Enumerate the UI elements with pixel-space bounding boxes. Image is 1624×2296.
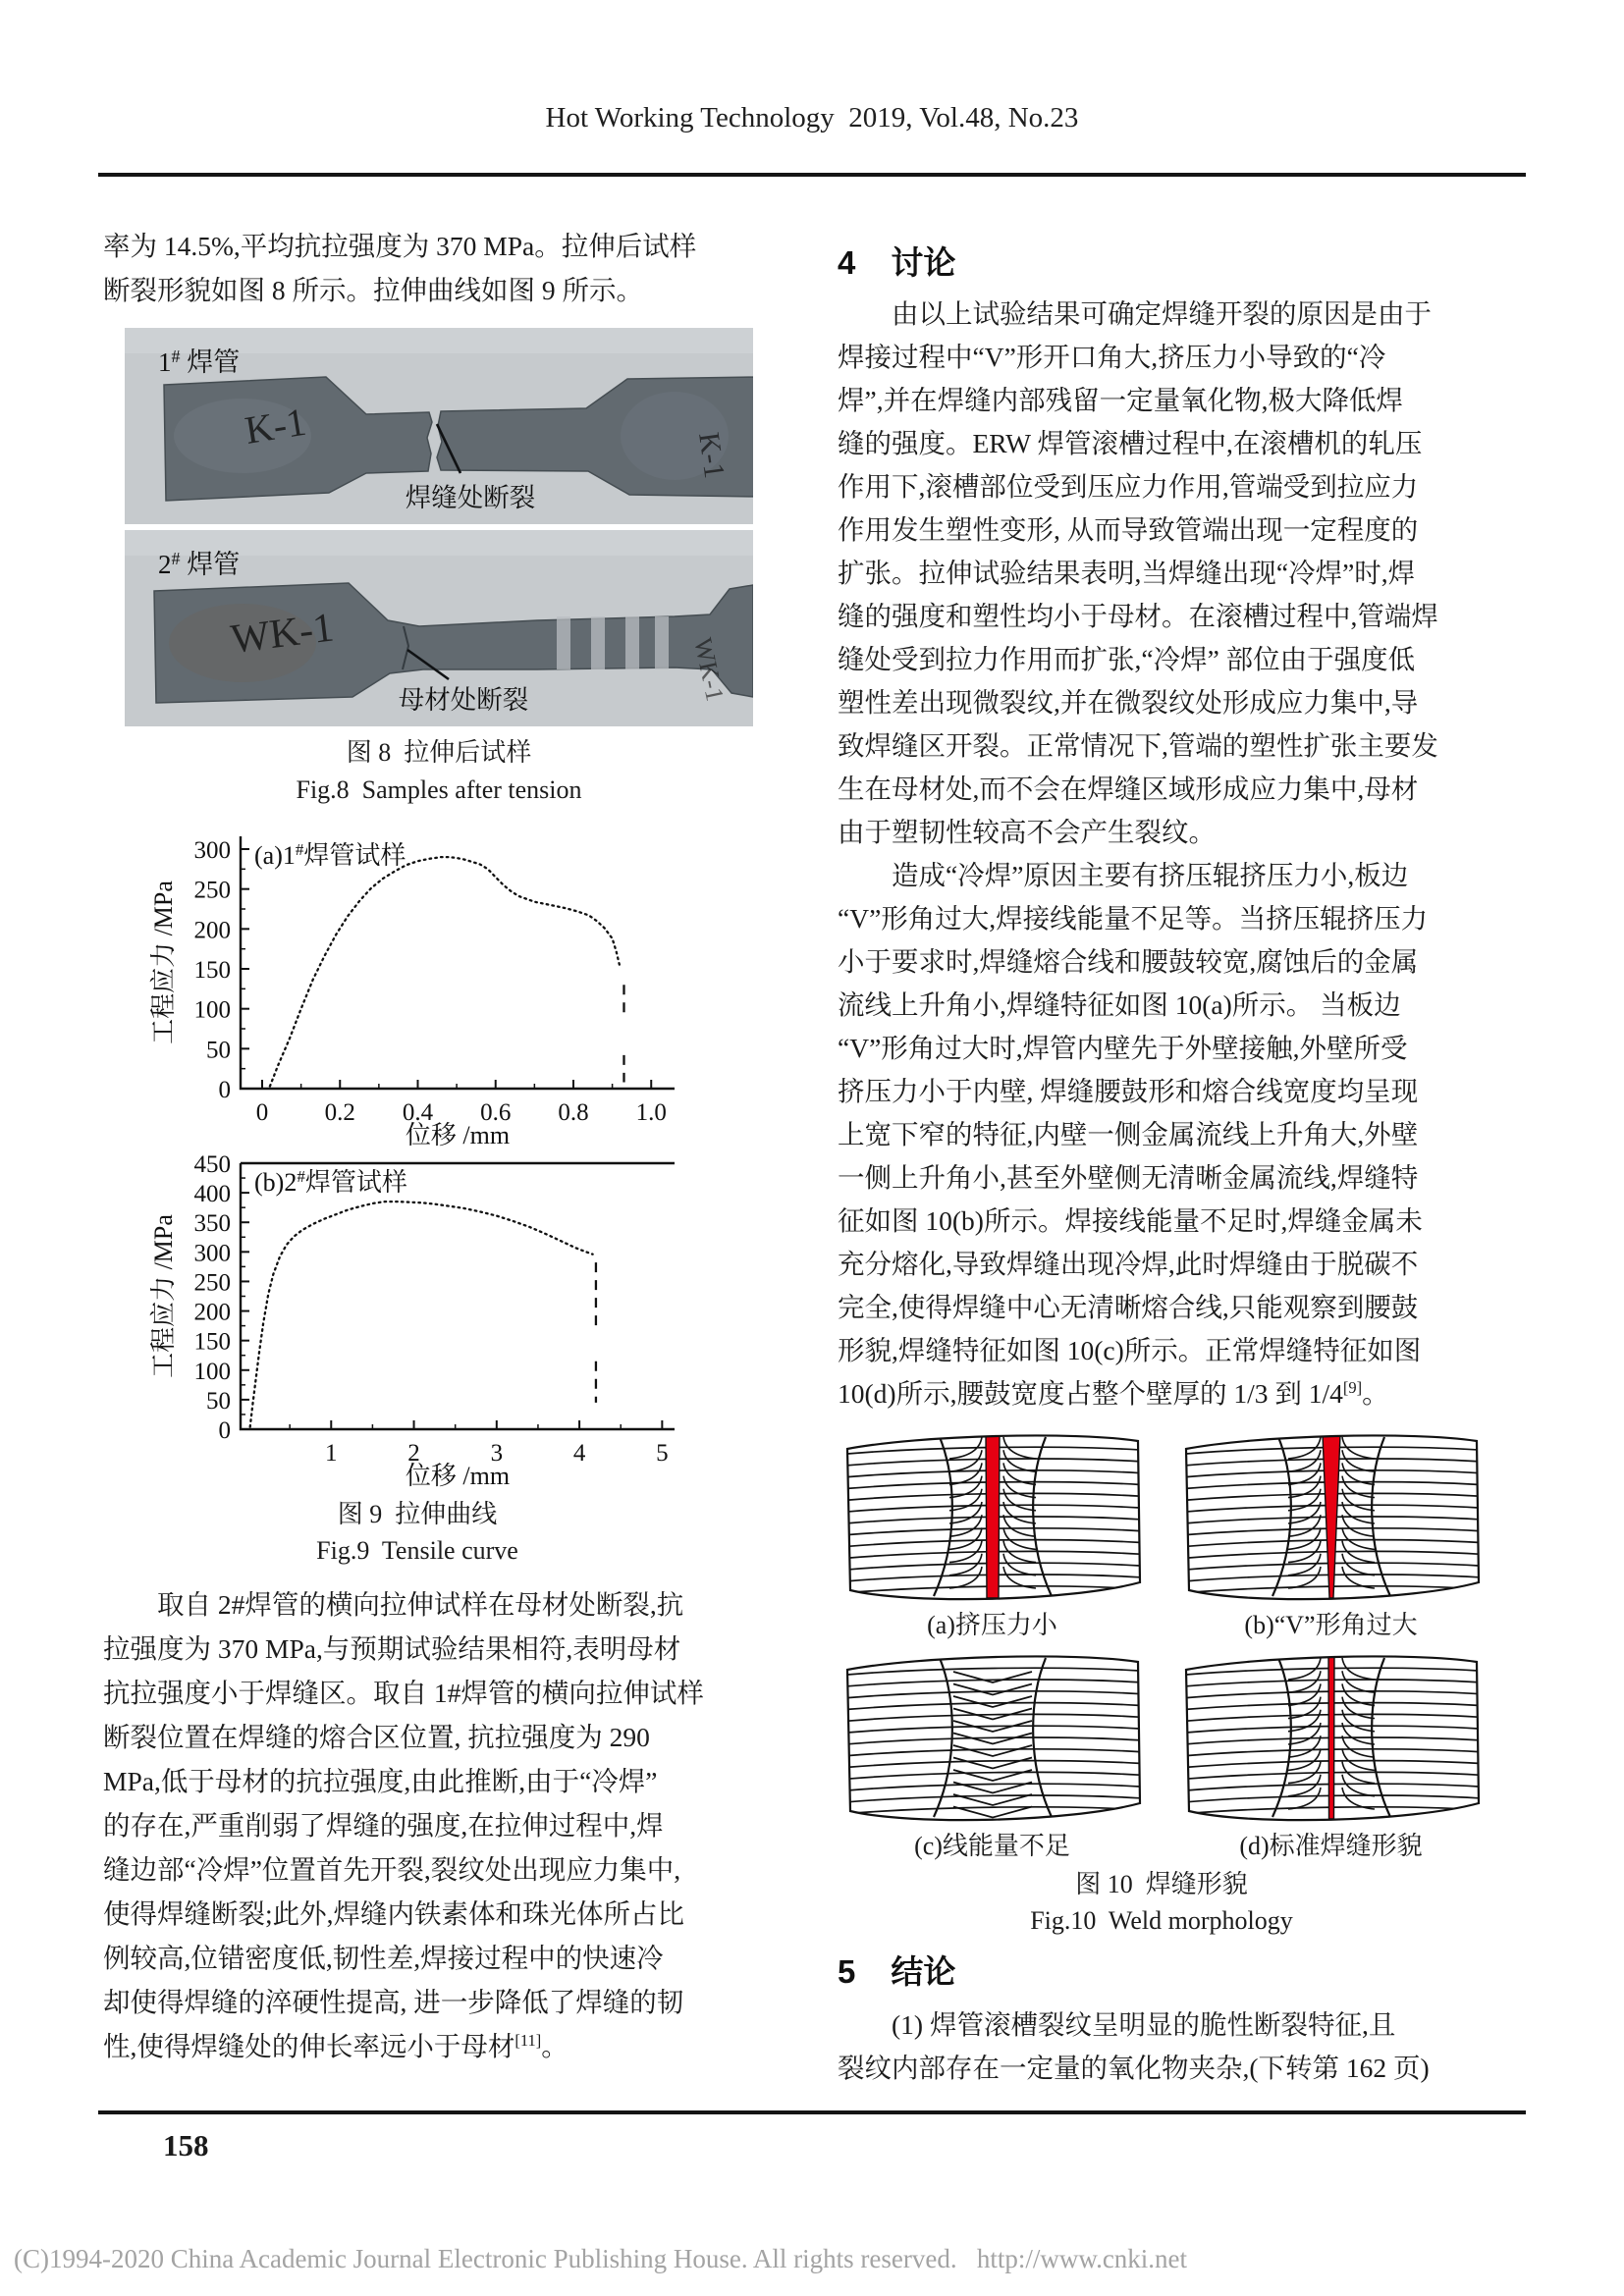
svg-text:50: 50 [206, 1387, 231, 1415]
text-line: 缝的强度。ERW 焊管滚槽过程中,在滚槽机的轧压 [838, 428, 1423, 458]
svg-text:300: 300 [193, 837, 231, 865]
text-line [838, 1372, 1525, 1415]
svg-text:150: 150 [193, 1328, 231, 1356]
svg-text:50: 50 [206, 1037, 231, 1064]
svg-text:250: 250 [193, 1269, 231, 1297]
weld-diagram-a [838, 1427, 1147, 1604]
svg-text:2: 2 [407, 1440, 420, 1467]
text-line: 取自 2#焊管的横向拉伸试样在母材处断裂,抗 [103, 1589, 684, 1620]
text-line: 焊”,并在焊缝内部残留一定量氧化物,极大降低焊 [838, 385, 1403, 415]
text-line: 抗拉强度小于焊缝区。取自 1#焊管的横向拉伸试样 [103, 1678, 704, 1708]
text-line: 拉强度为 370 MPa,与预期试验结果相符,表明母材 [103, 1633, 681, 1664]
left-column [103, 224, 787, 2068]
svg-text:350: 350 [193, 1210, 231, 1238]
svg-text:0: 0 [218, 1417, 231, 1444]
svg-text:WK-1: WK-1 [688, 635, 731, 704]
svg-text:(a)1#焊管试样: (a)1#焊管试样 [254, 840, 406, 870]
section-number: 5 [838, 1953, 856, 1990]
line-pre: 10(d)所示,腰鼓宽度占整个壁厚的 1/3 到 1/4 [838, 1378, 1343, 1409]
left-paragraph-lines [103, 1582, 787, 2024]
figure-9 [103, 825, 787, 1569]
reference-9: [9] [1342, 1377, 1363, 1397]
text-line: 上宽下窄的特征,内壁一侧金属流线上升角大,外壁 [838, 1119, 1419, 1149]
discussion-paragraph-1 [838, 293, 1525, 854]
fig9-caption-cn: 图 9 拉伸曲线 [337, 1500, 498, 1528]
svg-text:400: 400 [193, 1181, 231, 1208]
text-line: 由以上试验结果可确定焊缝开裂的原因是由于 [838, 298, 1432, 329]
fig8-photo-1 [125, 328, 753, 524]
fig10-caption-cn: 图 10 焊缝形貌 [1075, 1870, 1248, 1898]
section-5-heading [838, 1947, 1525, 1998]
svg-text:150: 150 [193, 957, 231, 985]
right-column [838, 224, 1525, 2090]
svg-text:WK-1: WK-1 [228, 605, 337, 663]
header-rule [98, 173, 1526, 177]
text-line: 缝边部“冷焊”位置首先开裂,裂纹处出现应力集中, [103, 1854, 681, 1885]
svg-text:工程应力 /MPa: 工程应力 /MPa [149, 881, 178, 1044]
svg-text:200: 200 [193, 917, 231, 944]
text-line: 使得焊缝断裂;此外,焊缝内铁素体和珠光体所占比 [103, 1898, 685, 1929]
svg-text:1# 焊管: 1# 焊管 [158, 347, 241, 377]
fig9-chart-a [142, 825, 692, 1153]
text-line: 率为 14.5%,平均抗拉强度为 370 MPa。拉伸后试样 [103, 231, 697, 261]
svg-text:1: 1 [325, 1440, 338, 1467]
text-line: 一侧上升角小,甚至外壁侧无清晰金属流线,焊缝特 [838, 1162, 1419, 1193]
svg-text:位移 /mm: 位移 /mm [405, 1462, 511, 1490]
svg-text:200: 200 [193, 1299, 231, 1326]
svg-text:0.4: 0.4 [402, 1099, 434, 1126]
svg-text:100: 100 [193, 1358, 231, 1385]
text-line: MPa,低于母材的抗拉强度,由此推断,由于“冷焊” [103, 1766, 658, 1796]
discussion-paragraph-2 [838, 854, 1525, 1415]
fig9-captions [142, 1496, 692, 1569]
figure-10 [838, 1427, 1486, 1863]
svg-text:K-1: K-1 [692, 430, 731, 481]
page-number: 158 [163, 2128, 209, 2163]
text-line: 裂纹内部存在一定量的氧化物夹杂,(下转第 162 页) [838, 2053, 1430, 2083]
text-line: 生在母材处,而不会在焊缝区域形成应力集中,母材 [838, 774, 1419, 804]
weld-diagram-d [1176, 1648, 1486, 1825]
text-line: 作用下,滚槽部位受到压应力作用,管端受到拉应力 [838, 471, 1419, 502]
text-line: 却使得焊缝的淬硬性提高, 进一步降低了焊缝的韧 [103, 1987, 684, 2017]
section-title: 讨论 [891, 244, 956, 281]
reference-11: [11] [514, 2030, 542, 2050]
svg-text:300: 300 [193, 1240, 231, 1267]
text-line: “V”形角过大时,焊管内壁先于外壁接触,外壁所受 [838, 1033, 1408, 1063]
fig8-captions [125, 734, 753, 809]
text-line: 缝的强度和塑性均小于母材。在滚槽过程中,管端焊 [838, 601, 1438, 631]
line-pre: 性,使得焊缝处的伸长率远小于母材 [103, 2031, 515, 2061]
line-post: 。 [541, 2031, 568, 2061]
fig10-panel-d [1176, 1648, 1486, 1863]
text-line: 塑性差出现微裂纹,并在微裂纹处形成应力集中,导 [838, 687, 1419, 718]
fig10-caption-en: Fig.10 Weld morphology [1030, 1906, 1293, 1935]
fig9-chart-b [142, 1155, 692, 1494]
svg-text:100: 100 [193, 996, 231, 1024]
text-line: 作用发生塑性变形, 从而导致管端出现一定程度的 [838, 514, 1419, 545]
svg-text:2# 焊管: 2# 焊管 [158, 549, 241, 579]
line-post: 。 [1362, 1378, 1389, 1409]
svg-text:位移 /mm: 位移 /mm [405, 1121, 511, 1149]
fig10-panel-b [1176, 1427, 1486, 1642]
fig10-label-a: (a)挤压力小 [927, 1611, 1057, 1639]
text-line: 例较高,位错密度低,韧性差,焊接过程中的快速冷 [103, 1943, 664, 1973]
text-line: “V”形角过大,焊接线能量不足等。当挤压辊挤压力 [838, 903, 1429, 934]
fig10-panel-c [838, 1648, 1147, 1863]
svg-text:母材处断裂: 母材处断裂 [398, 685, 529, 715]
svg-text:工程应力 /MPa: 工程应力 /MPa [149, 1214, 178, 1378]
text-line [103, 2024, 787, 2068]
text-line: 断裂形貌如图 8 所示。拉伸曲线如图 9 所示。 [103, 275, 643, 305]
fig10-panel-a [838, 1427, 1147, 1642]
text-line: 挤压力小于内壁, 焊缝腰鼓形和熔合线宽度均呈现 [838, 1076, 1419, 1106]
weld-diagram-b [1176, 1427, 1486, 1604]
svg-text:焊缝处断裂: 焊缝处断裂 [405, 483, 536, 512]
svg-text:1.0: 1.0 [635, 1099, 667, 1126]
left-paragraph [103, 1582, 787, 2068]
svg-text:3: 3 [490, 1440, 504, 1467]
svg-text:0.8: 0.8 [558, 1099, 589, 1126]
copyright-line: (C)1994-2020 China Academic Journal Electronic Publishing House. All rights reserved. http://www.cnki.net [14, 2244, 1188, 2273]
text-line: (1) 焊管滚槽裂纹呈明显的脆性断裂特征,且 [838, 2009, 1396, 2040]
svg-text:4: 4 [572, 1440, 586, 1467]
journal-header: Hot Working Technology 2019, Vol.48, No.23 [545, 102, 1079, 133]
svg-text:0: 0 [255, 1099, 269, 1126]
fig8-photo-2 [125, 530, 753, 726]
fig10-label-b: (b)“V”形角过大 [1244, 1611, 1418, 1639]
fig10-label-c: (c)线能量不足 [914, 1832, 1070, 1860]
text-line: 致焊缝区开裂。正常情况下,管端的塑性扩张主要发 [838, 730, 1438, 761]
svg-text:0: 0 [218, 1077, 231, 1103]
fig8-caption-en: Fig.8 Samples after tension [296, 775, 582, 804]
text-line: 的存在,严重削弱了焊缝的强度,在拉伸过程中,焊 [103, 1810, 664, 1841]
fig8-caption-cn: 图 8 拉伸后试样 [346, 738, 532, 767]
text-line: 小于要求时,焊缝熔合线和腰鼓较宽,腐蚀后的金属 [838, 946, 1419, 977]
svg-text:5: 5 [656, 1440, 669, 1467]
section-4-heading [838, 238, 1525, 289]
text-line: 形貌,焊缝特征如图 10(c)所示。正常焊缝特征如图 [838, 1335, 1422, 1365]
discussion-paragraph-2-lines [838, 854, 1525, 1372]
text-line: 焊接过程中“V”形开口角大,挤压力小导致的“冷 [838, 342, 1386, 372]
svg-text:250: 250 [193, 877, 231, 904]
text-line: 由于塑韧性较高不会产生裂纹。 [838, 817, 1216, 847]
text-line: 扩张。拉伸试验结果表明,当焊缝出现“冷焊”时,焊 [838, 558, 1416, 588]
svg-text:450: 450 [193, 1155, 231, 1178]
fig9-caption-en: Fig.9 Tensile curve [316, 1536, 518, 1565]
conclusion-paragraph [838, 2003, 1525, 2090]
text-line: 造成“冷焊”原因主要有挤压辊挤压力小,板边 [838, 860, 1409, 890]
svg-text:0.2: 0.2 [324, 1099, 355, 1126]
fig10-label-d: (d)标准焊缝形貌 [1239, 1832, 1423, 1860]
svg-text:(b)2#焊管试样: (b)2#焊管试样 [254, 1167, 407, 1197]
text-line: 完全,使得焊缝中心无清晰熔合线,只能观察到腰鼓 [838, 1292, 1419, 1322]
fig10-captions [838, 1866, 1486, 1939]
section-title: 结论 [891, 1953, 956, 1990]
footer-rule [98, 2110, 1526, 2114]
weld-diagram-c [838, 1648, 1147, 1825]
section-number: 4 [838, 244, 856, 281]
svg-text:K-1: K-1 [242, 399, 309, 453]
figure-8 [103, 328, 787, 809]
text-line: 缝处受到拉力作用而扩张,“冷焊” 部位由于强度低 [838, 644, 1416, 674]
text-line: 征如图 10(b)所示。焊接线能量不足时,焊缝金属未 [838, 1205, 1423, 1236]
text-line: 断裂位置在焊缝的熔合区位置, 抗拉强度为 290 [103, 1722, 650, 1752]
intro-paragraph [103, 224, 787, 312]
text-line: 充分熔化,导致焊缝出现冷焊,此时焊缝由于脱碳不 [838, 1249, 1419, 1279]
svg-text:0.6: 0.6 [480, 1099, 512, 1126]
text-line: 流线上升角小,焊缝特征如图 10(a)所示。 当板边 [838, 989, 1401, 1020]
